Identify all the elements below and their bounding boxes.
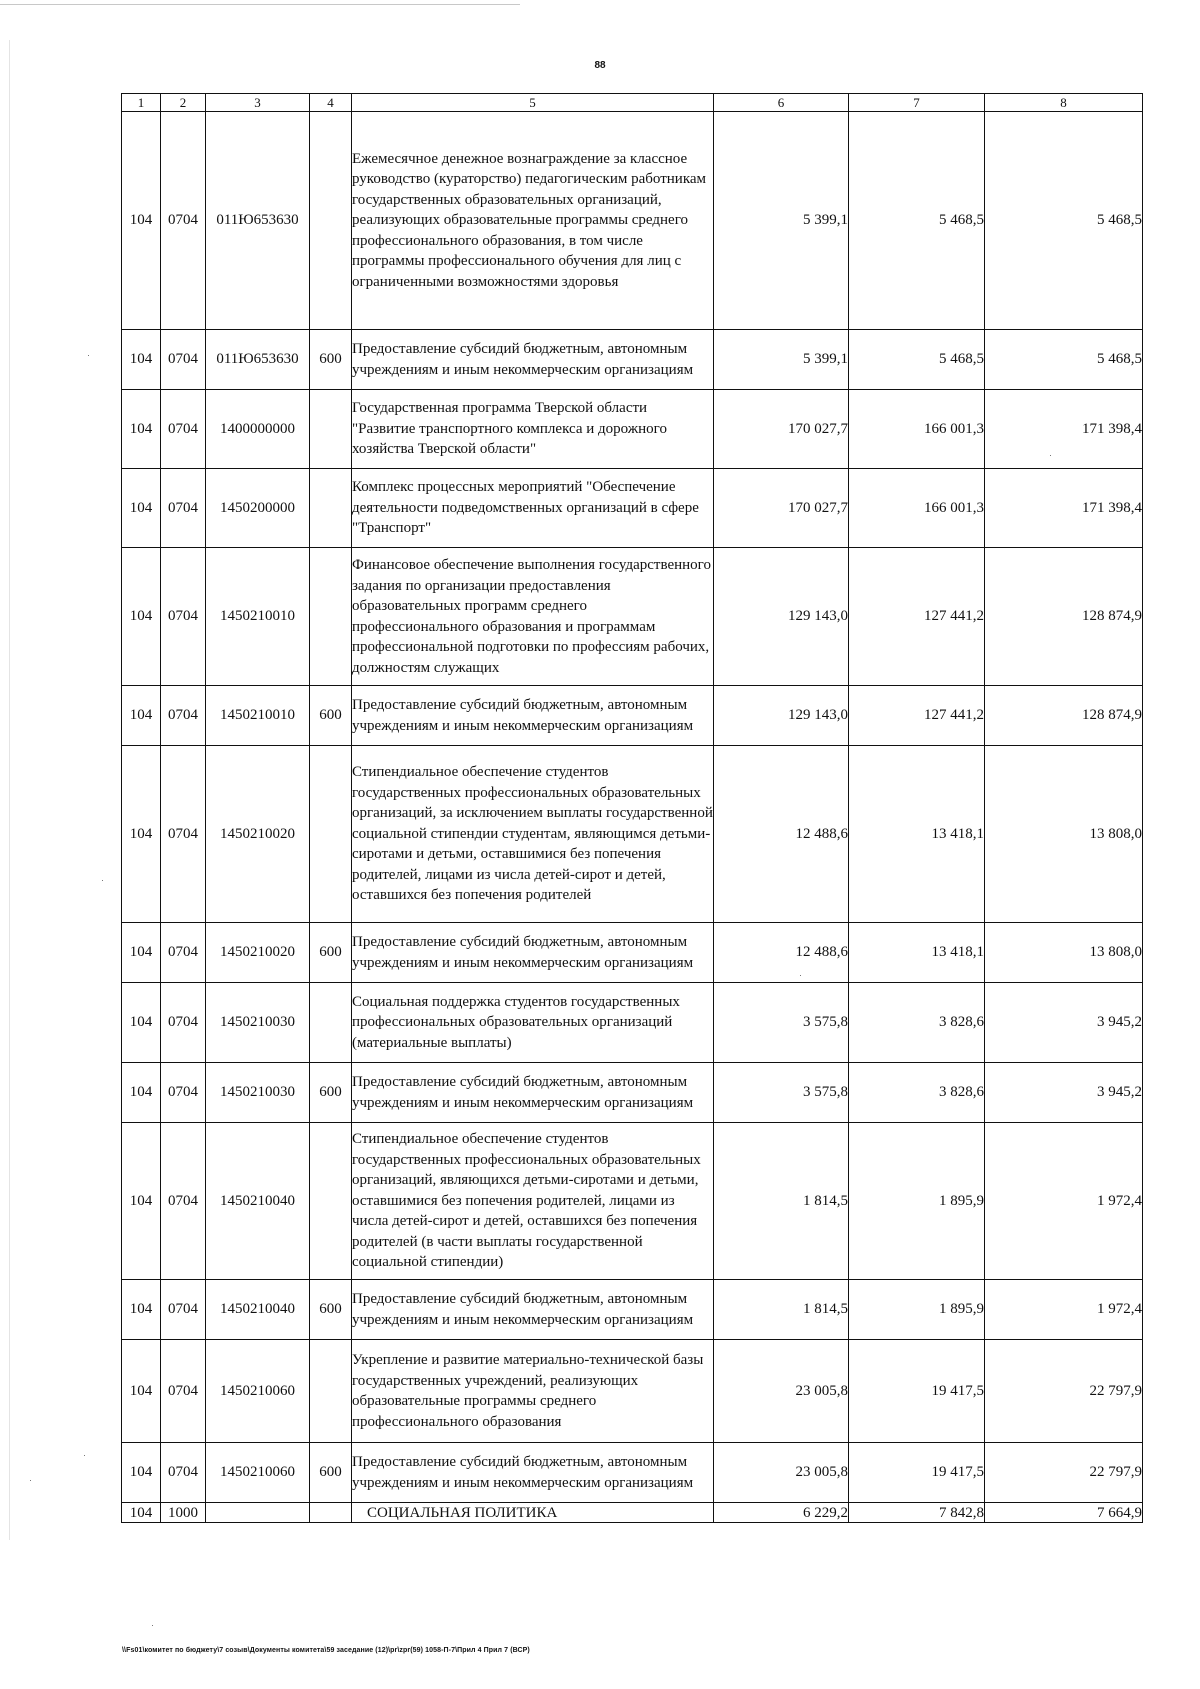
item-name-cell: Предоставление субсидий бюджетным, автономным учреждениям и иным некоммерческим организациям [352, 1280, 714, 1340]
expense-type-cell [310, 390, 352, 469]
section-code-cell: 104 [122, 1280, 161, 1340]
amount-cell-col8: 13 808,0 [985, 923, 1143, 983]
item-name-cell: Социальная поддержка студентов государственных профессиональных образовательных организаций (материальные выплаты) [352, 983, 714, 1063]
target-article-cell [206, 1503, 310, 1523]
scan-speck [88, 355, 89, 356]
subsection-code-cell: 0704 [161, 983, 206, 1063]
section-code-cell: 104 [122, 983, 161, 1063]
amount-cell-col8: 171 398,4 [985, 390, 1143, 469]
target-article-cell: 1450200000 [206, 469, 310, 548]
amount-cell-col6: 170 027,7 [714, 390, 849, 469]
amount-cell-col8: 3 945,2 [985, 983, 1143, 1063]
table-body [122, 112, 1143, 1523]
amount-cell-col7: 1 895,9 [849, 1123, 985, 1280]
amount-cell-col8: 22 797,9 [985, 1340, 1143, 1443]
amount-cell-col6: 12 488,6 [714, 923, 849, 983]
section-code-cell: 104 [122, 1503, 161, 1523]
column-header: 7 [849, 94, 985, 112]
table-row [122, 1063, 1143, 1123]
column-header: 8 [985, 94, 1143, 112]
expense-type-cell [310, 746, 352, 923]
table-row [122, 1123, 1143, 1280]
subsection-code-cell: 0704 [161, 1443, 206, 1503]
amount-cell-col6: 3 575,8 [714, 1063, 849, 1123]
amount-cell-col8: 128 874,9 [985, 686, 1143, 746]
amount-cell-col8: 128 874,9 [985, 548, 1143, 686]
amount-cell-col8: 13 808,0 [985, 746, 1143, 923]
section-code-cell: 104 [122, 548, 161, 686]
subsection-code-cell: 0704 [161, 1123, 206, 1280]
amount-cell-col7: 19 417,5 [849, 1340, 985, 1443]
section-code-cell: 104 [122, 923, 161, 983]
table-row [122, 1280, 1143, 1340]
target-article-cell: 1450210040 [206, 1123, 310, 1280]
target-article-cell: 1450210010 [206, 686, 310, 746]
scan-edge-line [9, 40, 10, 1540]
table-row [122, 330, 1143, 390]
amount-cell-col7: 3 828,6 [849, 1063, 985, 1123]
amount-cell-col6: 129 143,0 [714, 548, 849, 686]
target-article-cell: 1400000000 [206, 390, 310, 469]
target-article-cell: 1450210060 [206, 1340, 310, 1443]
item-name-cell: Финансовое обеспечение выполнения государственного задания по организации предоставления образовательных программ среднего профессионального образования и программам профессиональной подготовки по профессиям рабочих, должностям служащих [352, 548, 714, 686]
expense-type-cell: 600 [310, 1443, 352, 1503]
table-row [122, 548, 1143, 686]
scan-speck [84, 1455, 85, 1456]
scan-speck [1050, 455, 1051, 456]
subsection-code-cell: 0704 [161, 923, 206, 983]
item-name-cell: Стипендиальное обеспечение студентов государственных профессиональных образовательных организаций, за исключением выплаты государственной социальной стипендии студентам, являющимся детьми-сиротами и детьми, оставшимися без попечения родителей, лицами из числа детей-сирот и детей, оставшихся без попечения родителей [352, 746, 714, 923]
target-article-cell: 1450210020 [206, 923, 310, 983]
target-article-cell: 1450210030 [206, 983, 310, 1063]
scan-speck [30, 1480, 31, 1481]
subsection-code-cell: 0704 [161, 1340, 206, 1443]
expense-type-cell: 600 [310, 1280, 352, 1340]
expense-type-cell: 600 [310, 1063, 352, 1123]
item-name-cell: Предоставление субсидий бюджетным, автономным учреждениям и иным некоммерческим организациям [352, 1063, 714, 1123]
expense-type-cell [310, 112, 352, 330]
amount-cell-col8: 7 664,9 [985, 1503, 1143, 1523]
table-row [122, 1503, 1143, 1523]
scan-speck [152, 1625, 153, 1626]
amount-cell-col6: 1 814,5 [714, 1123, 849, 1280]
column-header: 5 [352, 94, 714, 112]
expense-type-cell [310, 548, 352, 686]
amount-cell-col8: 1 972,4 [985, 1123, 1143, 1280]
target-article-cell: 1450210060 [206, 1443, 310, 1503]
amount-cell-col7: 127 441,2 [849, 548, 985, 686]
target-article-cell: 011Ю653630 [206, 330, 310, 390]
amount-cell-col7: 13 418,1 [849, 746, 985, 923]
target-article-cell: 1450210040 [206, 1280, 310, 1340]
amount-cell-col6: 12 488,6 [714, 746, 849, 923]
scan-speck [102, 880, 103, 881]
target-article-cell: 1450210010 [206, 548, 310, 686]
expense-type-cell [310, 469, 352, 548]
amount-cell-col7: 5 468,5 [849, 112, 985, 330]
expense-type-cell [310, 1123, 352, 1280]
footer-file-path: \\Fs01\комитет по бюджету\7 созыв\Документы комитета\59 заседание (12)\pr\zpr(59) 1058-П-7\Прил 4 Прил 7 (ВСР) [122, 1647, 530, 1654]
subsection-code-cell: 0704 [161, 1063, 206, 1123]
amount-cell-col8: 5 468,5 [985, 330, 1143, 390]
subsection-code-cell: 0704 [161, 112, 206, 330]
section-code-cell: 104 [122, 1340, 161, 1443]
section-code-cell: 104 [122, 746, 161, 923]
expense-type-cell: 600 [310, 923, 352, 983]
item-name-cell: Предоставление субсидий бюджетным, автономным учреждениям и иным некоммерческим организациям [352, 330, 714, 390]
item-name-cell: Предоставление субсидий бюджетным, автономным учреждениям и иным некоммерческим организациям [352, 923, 714, 983]
table-row [122, 112, 1143, 330]
section-code-cell: 104 [122, 112, 161, 330]
item-name-cell: Комплекс процессных мероприятий "Обеспечение деятельности подведомственных организаций в сфере "Транспорт" [352, 469, 714, 548]
section-code-cell: 104 [122, 330, 161, 390]
subsection-code-cell: 0704 [161, 1280, 206, 1340]
amount-cell-col7: 1 895,9 [849, 1280, 985, 1340]
amount-cell-col6: 6 229,2 [714, 1503, 849, 1523]
table-row [122, 983, 1143, 1063]
item-name-cell: Стипендиальное обеспечение студентов государственных профессиональных образовательных организаций, являющихся детьми-сиротами и детьми, оставшимися без попечения родителей, лицами из числа детей-сирот и детей, оставшихся без попечения родителей (в части выплаты государственной социальной стипендии) [352, 1123, 714, 1280]
section-code-cell: 104 [122, 1443, 161, 1503]
subsection-code-cell: 0704 [161, 469, 206, 548]
amount-cell-col7: 13 418,1 [849, 923, 985, 983]
amount-cell-col7: 7 842,8 [849, 1503, 985, 1523]
amount-cell-col6: 170 027,7 [714, 469, 849, 548]
amount-cell-col7: 5 468,5 [849, 330, 985, 390]
subsection-code-cell: 1000 [161, 1503, 206, 1523]
item-name-cell: Укрепление и развитие материально-технической базы государственных учреждений, реализующих образовательные программы среднего профессионального образования [352, 1340, 714, 1443]
table-row [122, 746, 1143, 923]
subsection-code-cell: 0704 [161, 548, 206, 686]
scan-edge-line [0, 4, 520, 5]
amount-cell-col7: 127 441,2 [849, 686, 985, 746]
amount-cell-col6: 129 143,0 [714, 686, 849, 746]
amount-cell-col7: 19 417,5 [849, 1443, 985, 1503]
item-name-cell: Предоставление субсидий бюджетным, автономным учреждениям и иным некоммерческим организациям [352, 1443, 714, 1503]
subsection-code-cell: 0704 [161, 330, 206, 390]
table-row [122, 1340, 1143, 1443]
subsection-code-cell: 0704 [161, 746, 206, 923]
amount-cell-col7: 166 001,3 [849, 469, 985, 548]
page-number: 88 [594, 60, 606, 71]
table-row [122, 923, 1143, 983]
amount-cell-col6: 5 399,1 [714, 330, 849, 390]
table-row [122, 686, 1143, 746]
section-code-cell: 104 [122, 390, 161, 469]
subsection-code-cell: 0704 [161, 390, 206, 469]
item-name-cell: Предоставление субсидий бюджетным, автономным учреждениям и иным некоммерческим организациям [352, 686, 714, 746]
amount-cell-col8: 171 398,4 [985, 469, 1143, 548]
amount-cell-col7: 166 001,3 [849, 390, 985, 469]
item-name-cell: Ежемесячное денежное вознаграждение за классное руководство (кураторство) педагогическим работникам государственных образовательных организаций, реализующих образовательные программы среднего профессионального образования, в том числе программы профессионального обучения для лиц с ограниченными возможностями здоровья [352, 112, 714, 330]
amount-cell-col6: 23 005,8 [714, 1340, 849, 1443]
scan-speck [800, 975, 801, 976]
expense-type-cell: 600 [310, 330, 352, 390]
target-article-cell: 1450210020 [206, 746, 310, 923]
item-name-cell: Государственная программа Тверской области "Развитие транспортного комплекса и дорожного хозяйства Тверской области" [352, 390, 714, 469]
table-row [122, 390, 1143, 469]
subsection-code-cell: 0704 [161, 686, 206, 746]
target-article-cell: 011Ю653630 [206, 112, 310, 330]
table-header-row [122, 94, 1143, 112]
column-header: 4 [310, 94, 352, 112]
section-code-cell: 104 [122, 469, 161, 548]
table-row [122, 1443, 1143, 1503]
amount-cell-col8: 22 797,9 [985, 1443, 1143, 1503]
expense-type-cell: 600 [310, 686, 352, 746]
expense-type-cell [310, 1503, 352, 1523]
section-code-cell: 104 [122, 1123, 161, 1280]
amount-cell-col6: 23 005,8 [714, 1443, 849, 1503]
target-article-cell: 1450210030 [206, 1063, 310, 1123]
section-code-cell: 104 [122, 1063, 161, 1123]
item-name-cell: СОЦИАЛЬНАЯ ПОЛИТИКА [352, 1503, 714, 1523]
amount-cell-col6: 5 399,1 [714, 112, 849, 330]
budget-table [121, 93, 1143, 1523]
expense-type-cell [310, 1340, 352, 1443]
table-row [122, 469, 1143, 548]
amount-cell-col8: 3 945,2 [985, 1063, 1143, 1123]
column-header: 6 [714, 94, 849, 112]
amount-cell-col8: 1 972,4 [985, 1280, 1143, 1340]
column-header: 3 [206, 94, 310, 112]
amount-cell-col7: 3 828,6 [849, 983, 985, 1063]
amount-cell-col6: 3 575,8 [714, 983, 849, 1063]
column-header: 2 [161, 94, 206, 112]
section-code-cell: 104 [122, 686, 161, 746]
amount-cell-col6: 1 814,5 [714, 1280, 849, 1340]
column-header: 1 [122, 94, 161, 112]
amount-cell-col8: 5 468,5 [985, 112, 1143, 330]
expense-type-cell [310, 983, 352, 1063]
